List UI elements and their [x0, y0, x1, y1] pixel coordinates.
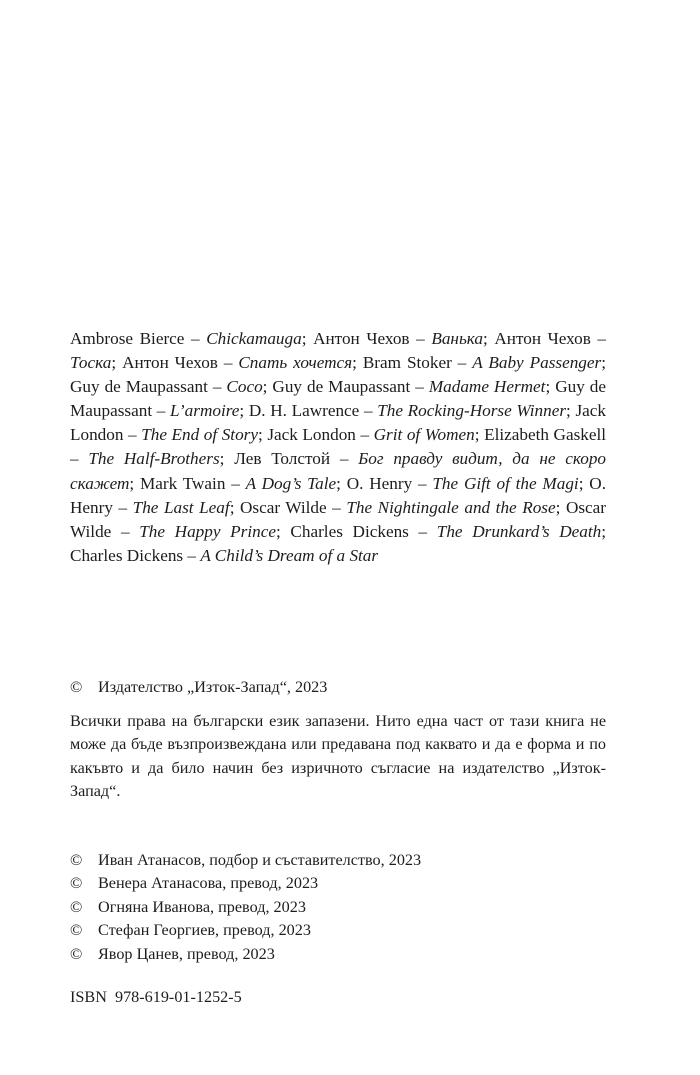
work-entry: Mark Twain – A Dog’s Tale;	[140, 473, 347, 493]
work-author: Charles Dickens	[70, 545, 184, 565]
work-author: Лев Толстой	[234, 449, 331, 469]
copyright-symbol: ©	[70, 851, 83, 869]
work-title: The Drunkard’s Death	[436, 521, 602, 541]
work-entry: Elizabeth Gaskell – The Half-Brothers;	[70, 425, 607, 469]
work-title: A Dog’s Tale	[245, 473, 337, 493]
credit-text: Огняна Иванова, превод, 2023	[98, 897, 306, 916]
copyright-symbol: ©	[70, 678, 83, 696]
work-title: Grit of Women	[373, 425, 475, 445]
copyright-symbol: ©	[70, 897, 83, 916]
work-title: The Nightingale and the Rose	[346, 497, 556, 517]
work-title: Chickamauga	[206, 329, 302, 348]
work-title: The Last Leaf	[132, 497, 230, 517]
credit-text: Стефан Георгиев, превод, 2023	[98, 921, 311, 940]
work-entry: O. Henry – The Last Leaf;	[70, 473, 607, 517]
work-entry: Лев Толстой – Бог правду видит, да не скоро скажет;	[70, 449, 607, 493]
work-author: O. Henry	[70, 473, 607, 517]
work-title: The Half-Brothers	[88, 449, 220, 469]
credit-text: Явор Цанев, превод, 2023	[98, 944, 275, 963]
work-title: Coco	[226, 377, 263, 397]
work-author: Guy de Maupassant	[272, 377, 411, 397]
work-entry: Jack London – Grit of Women;	[267, 425, 485, 445]
work-author: Oscar Wilde	[240, 497, 327, 517]
work-entry: Guy de Maupassant – Madame Hermet;	[272, 377, 556, 397]
credit-line	[70, 919, 606, 942]
work-author: Ambrose Bierce	[70, 329, 185, 348]
work-entry: Антон Чехов – Тоска;	[70, 329, 607, 373]
work-title: Бог правду видит, да не скоро скажет	[70, 449, 607, 493]
copyright-symbol: ©	[70, 944, 83, 963]
work-title: Спать хочется	[238, 353, 353, 373]
work-entry: Bram Stoker – A Baby Passenger;	[362, 353, 606, 373]
work-author: Mark Twain	[140, 473, 226, 493]
work-entry: Ambrose Bierce – Chickamauga;	[70, 329, 314, 348]
work-author: Антон Чехов	[313, 329, 410, 348]
work-author: Elizabeth Gaskell	[484, 425, 607, 445]
credit-line	[70, 872, 606, 895]
work-entry: Guy de Maupassant – Coco;	[70, 377, 273, 397]
work-title: The Happy Prince	[139, 521, 276, 541]
isbn: ISBN 978-619-01-1252-5	[70, 988, 242, 1006]
work-entry: Charles Dickens – The Drunkard’s Death;	[290, 521, 607, 541]
credit-text: Иван Атанасов, подбор и съставителство, 2023	[98, 851, 422, 869]
work-author: Антон Чехов	[122, 353, 218, 373]
work-entry: Guy de Maupassant – L’armoire;	[70, 377, 607, 421]
work-title: The Rocking-Horse Winner	[377, 401, 567, 421]
work-author: Антон Чехов	[494, 329, 591, 348]
translation-credits	[70, 849, 606, 966]
credit-text: Венера Атанасова, превод, 2023	[98, 874, 319, 893]
work-title: Madame Hermet	[428, 377, 546, 397]
rights-notice: Всички права на български език запазени. Нито една част от тази книга не може да бъде възпроизвеждана или предавана под каквато и да е форма и по какъвто и да било начин без изричното съгласие на издателство „Изток-Запад“.	[70, 712, 606, 801]
work-author: Bram Stoker	[362, 353, 452, 373]
works-list	[70, 327, 606, 568]
work-author: Charles Dickens	[290, 521, 409, 541]
work-author: D. H. Lawrence	[248, 401, 360, 421]
work-entry: Антон Чехов – Ванька;	[313, 329, 495, 348]
work-author: Jack London	[70, 401, 607, 445]
work-author: Jack London	[267, 425, 356, 445]
work-title: Ванька	[431, 329, 483, 348]
credit-line	[70, 849, 606, 872]
copyright-symbol: ©	[70, 874, 83, 893]
copyright-symbol: ©	[70, 921, 83, 940]
publisher-copyright-text: Издателство „Изток-Запад“, 2023	[98, 678, 328, 696]
work-entry: Jack London – The End of Story;	[70, 401, 607, 445]
work-title: A Baby Passenger	[472, 353, 602, 373]
credit-line	[70, 896, 606, 919]
credit-line	[70, 943, 606, 966]
work-entry: Антон Чехов – Спать хочется;	[122, 353, 363, 373]
work-entry: O. Henry – The Gift of the Magi;	[346, 473, 590, 493]
work-entry: Charles Dickens – A Child’s Dream of a Star	[70, 545, 379, 565]
work-title: The End of Story	[141, 425, 258, 445]
work-title: The Gift of the Magi	[432, 473, 579, 493]
work-author: Oscar Wilde	[70, 497, 607, 541]
work-title: Тоска	[70, 353, 112, 373]
work-author: Guy de Maupassant	[70, 377, 607, 421]
work-author: O. Henry	[346, 473, 413, 493]
work-title: A Child’s Dream of a Star	[200, 545, 379, 565]
work-author: Guy de Maupassant	[70, 377, 208, 397]
work-entry: Oscar Wilde – The Nightingale and the Rose;	[240, 497, 566, 517]
work-title: L’armoire	[170, 401, 240, 421]
publisher-copyright	[70, 676, 606, 699]
work-entry: D. H. Lawrence – The Rocking-Horse Winner;	[248, 401, 576, 421]
work-entry: Oscar Wilde – The Happy Prince;	[70, 497, 607, 541]
